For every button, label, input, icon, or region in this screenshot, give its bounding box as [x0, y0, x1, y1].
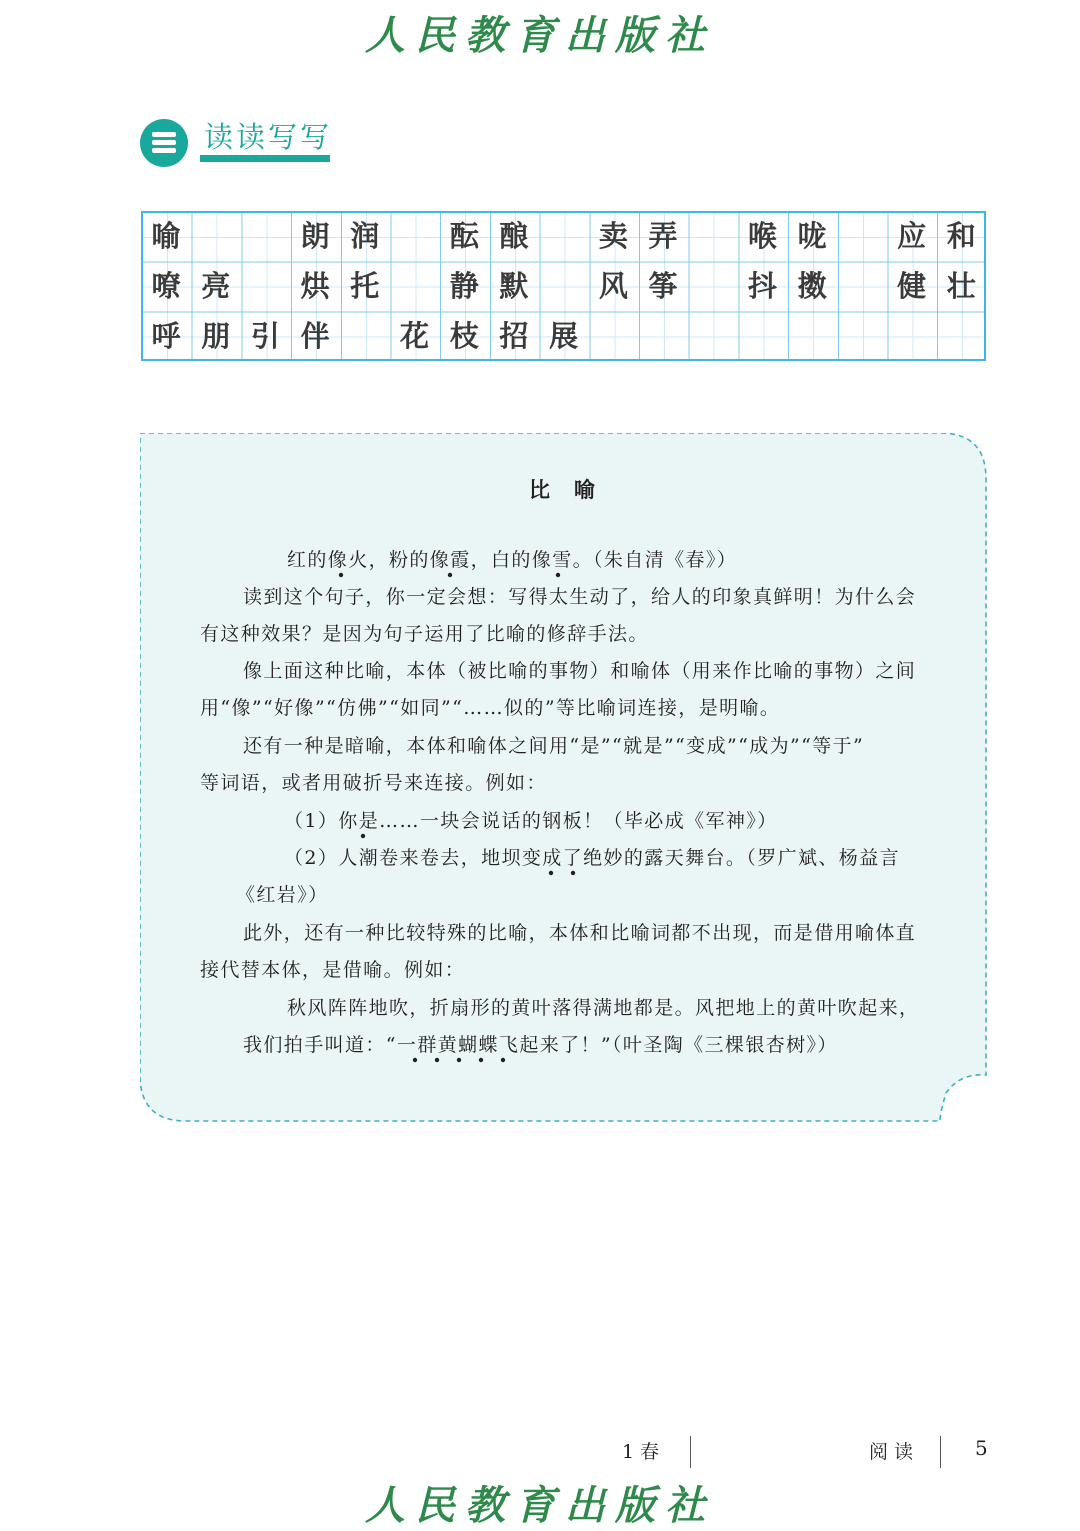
section-title: 读读写写: [204, 120, 333, 154]
grid-character: 咙: [797, 219, 827, 253]
grid-character: 酿: [499, 219, 529, 253]
grid-character: 亮: [201, 269, 231, 303]
grid-character: 应: [897, 219, 927, 253]
grid-character: 枝: [449, 319, 479, 353]
publisher-logo-bottom: 人民教育出版社: [365, 1482, 715, 1529]
example-line: （1）你是……一块会说话的钢板！（毕必成《军神》）: [284, 810, 778, 832]
paragraph-line: 接代替本体，是借喻。例如：: [200, 959, 466, 981]
grid-character: 喉: [747, 219, 777, 253]
grid-character: 卖: [598, 219, 628, 253]
example-sentence: 红的像火，粉的像霞，白的像雪。（朱自清《春》）: [287, 549, 738, 571]
example-line: 《红岩》）: [236, 884, 329, 906]
grid-character: 花: [400, 319, 430, 353]
grid-character: 默: [499, 269, 529, 303]
grid-character: 朋: [201, 319, 231, 353]
publisher-logo-top: 人民教育出版社: [365, 12, 715, 59]
footer-divider: [940, 1436, 941, 1468]
grid-character: 烘: [300, 269, 330, 303]
paragraph-line: 等词语，或者用破折号来连接。例如：: [200, 772, 547, 794]
grid-character: 壮: [946, 269, 976, 303]
grid-character: 风: [598, 269, 628, 303]
footer-category: 阅 读: [869, 1441, 914, 1463]
example-line: （2）人潮卷来卷去，地坝变成了绝妙的露天舞台。（罗广斌、杨益言: [284, 847, 900, 869]
grid-character: 朗: [300, 219, 330, 253]
footer-lesson: 1 春: [622, 1441, 660, 1463]
example-line: 我们拍手叫道：“一群黄蝴蝶飞起来了！”（叶圣陶《三棵银杏树》）: [243, 1034, 838, 1056]
page-number: 5: [975, 1436, 988, 1460]
example-line: 秋风阵阵地吹，折扇形的黄叶落得满地都是。风把地上的黄叶吹起来，: [287, 997, 920, 1019]
paragraph-line: 用“像”“好像”“仿佛”“如同”“……似的”等比喻词连接，是明喻。: [200, 697, 781, 719]
grid-character: 健: [897, 269, 927, 303]
grid-character: 和: [946, 219, 976, 253]
grid-character: 招: [499, 319, 529, 353]
grid-character: 润: [350, 219, 380, 253]
paragraph-line: 还有一种是暗喻，本体和喻体之间用“是”“就是”“变成”“成为”“等于”: [243, 735, 865, 757]
grid-character: 嘹: [151, 269, 181, 303]
grid-character: 筝: [648, 269, 678, 303]
footer-divider: [690, 1436, 691, 1468]
grid-character: 伴: [300, 319, 330, 353]
grid-character: 喻: [151, 219, 181, 253]
grid-character: 展: [549, 319, 579, 353]
paragraph-line: 读到这个句子，你一定会想：写得太生动了，给人的印象真鲜明！为什么会: [243, 586, 917, 608]
grid-character: 弄: [648, 219, 678, 253]
paragraph-line: 此外，还有一种比较特殊的比喻，本体和比喻词都不出现，而是借用喻体直: [243, 922, 917, 944]
paragraph-line: 有这种效果？是因为句子运用了比喻的修辞手法。: [200, 623, 649, 645]
card-title: 比喻: [529, 478, 619, 502]
grid-character: 引: [250, 319, 280, 353]
grid-character: 酝: [449, 219, 479, 253]
grid-character: 静: [449, 269, 479, 303]
grid-character: 呼: [151, 319, 181, 353]
grid-character: 抖: [747, 269, 777, 303]
paragraph-line: 像上面这种比喻，本体（被比喻的事物）和喻体（用来作比喻的事物）之间: [243, 660, 917, 682]
grid-character: 擞: [797, 269, 827, 303]
grid-character: 托: [350, 269, 380, 303]
